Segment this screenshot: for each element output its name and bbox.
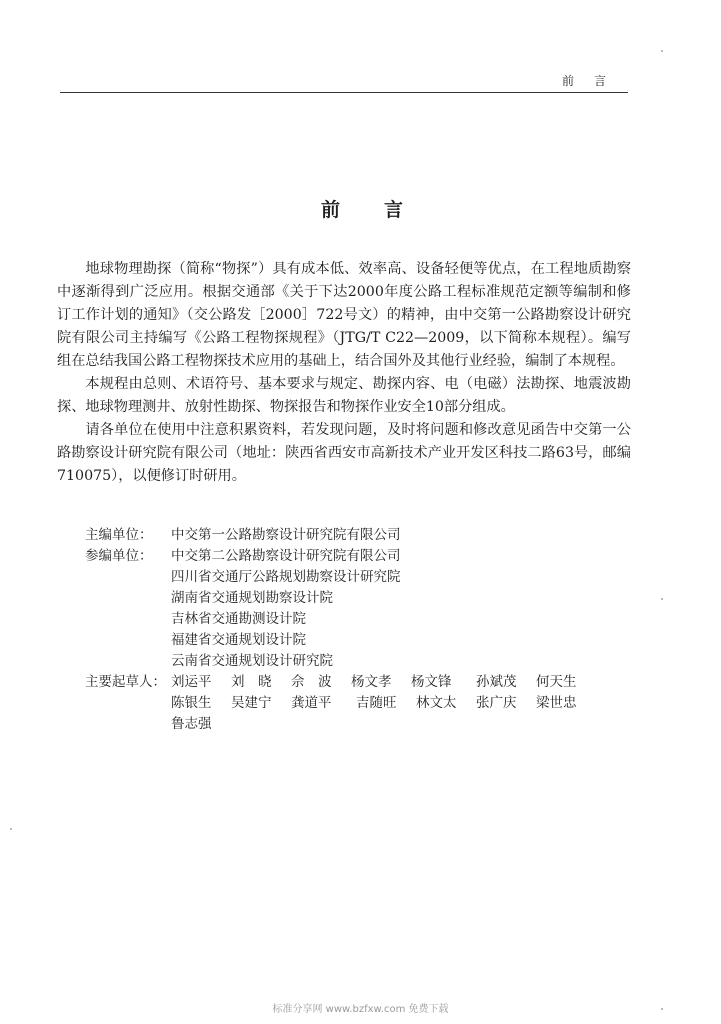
participating-unit: 云南省交通规划设计研究院 <box>171 653 333 669</box>
drafter-name: 龚道平 <box>291 695 332 711</box>
drafters-label: 主要起草人： <box>85 674 166 690</box>
credits-block <box>85 525 645 735</box>
running-header <box>60 72 628 93</box>
drafters-list <box>171 672 645 735</box>
chief-unit: 中交第一公路勘察设计研究院有限公司 <box>171 527 401 543</box>
drafter-name: 杨文锋 <box>411 674 452 690</box>
drafters-row <box>85 672 645 735</box>
drafter-name: 鲁志强 <box>171 716 212 732</box>
scan-speck <box>661 50 663 52</box>
participating-unit: 吉林省交通勘测设计院 <box>171 611 306 627</box>
scan-speck <box>661 598 663 600</box>
drafter-name: 刘运平 <box>171 674 212 690</box>
chief-unit-label: 主编单位： <box>85 527 153 543</box>
paragraph-intro: 地球物理勘探（简称“物探”）具有成本低、效率高、设备轻便等优点，在工程地质勘察中逐渐得到广泛应用。根据交通部《关于下达2000年度公路工程标准规范定额等编制和修订工作计划的通知》（交公路发［2000］722号文）的精神，由中交第一公路勘察设计研究院有限公司主持编写《公路工程物探规程》（JTG/T C22—2009，以下简称本规程）。编写组在总结我国公路工程物探技术应用的基础上，结合国外及其他行业经验，编制了本规程。 <box>57 261 631 369</box>
running-title: 前言 <box>561 74 626 88</box>
page-title: 前言 <box>320 199 447 221</box>
scan-speck <box>10 828 12 830</box>
participating-units-row <box>85 546 645 672</box>
drafter-name: 梁世忠 <box>536 695 577 711</box>
paragraph-feedback: 请各单位在使用中注意积累资料，若发现问题，及时将问题和修改意见函告中交第一公路勘察设计研究院有限公司（地址：陕西省西安市高新技术产业开发区科技二路63号，邮编710075），以便修订时研用。 <box>57 422 631 484</box>
drafter-name: 陈银生 <box>171 695 212 711</box>
drafter-name: 吉随旺 <box>356 695 397 711</box>
participating-unit: 四川省交通厅公路规划勘察设计研究院 <box>171 569 401 585</box>
drafter-name: 佘 波 <box>291 674 332 690</box>
drafter-name: 刘 晓 <box>231 674 272 690</box>
drafter-name: 杨文孝 <box>351 674 392 690</box>
participating-unit: 中交第二公路勘察设计研究院有限公司 <box>171 548 401 564</box>
drafter-name: 孙斌茂 <box>476 674 517 690</box>
paragraph-contents: 本规程由总则、术语符号、基本要求与规定、勘探内容、电（电磁）法勘探、地震波勘探、地球物理测井、放射性勘探、物探报告和物探作业安全10部分组成。 <box>57 376 631 415</box>
footer-watermark: 标准分享网 www.bzfxw.com 免费下载 <box>272 1004 449 1015</box>
preface-body <box>57 258 631 488</box>
participating-unit: 福建省交通规划设计院 <box>171 632 306 648</box>
drafter-name: 张广庆 <box>476 695 517 711</box>
participating-units-label: 参编单位： <box>85 548 153 564</box>
participating-unit: 湖南省交通规划勘察设计院 <box>171 590 333 606</box>
chief-unit-row <box>85 525 645 546</box>
drafter-name: 吴建宁 <box>231 695 272 711</box>
drafter-name: 何天生 <box>536 674 577 690</box>
drafter-name: 林文太 <box>416 695 457 711</box>
